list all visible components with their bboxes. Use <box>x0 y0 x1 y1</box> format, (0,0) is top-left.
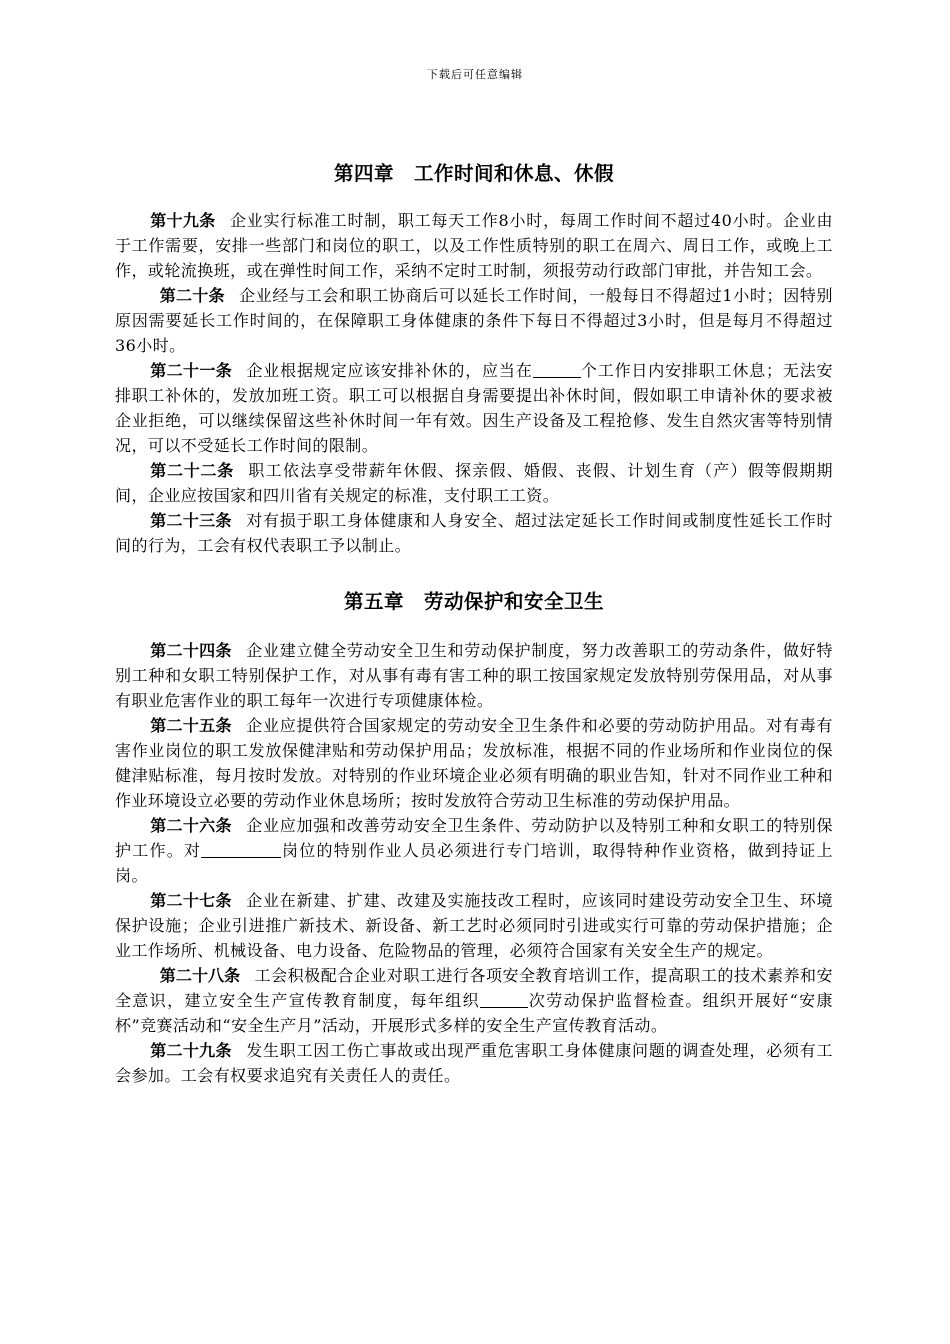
article-text: 职工依法享受带薪年休假、探亲假、婚假、丧假、计划生育（产）假等假期期间，企业应按国家和四川省有关规定的标准，支付职工工资。 <box>115 461 833 505</box>
fill-blank <box>533 361 581 378</box>
article-text: 企业在新建、扩建、改建及实施技改工程时，应该同时建设劳动安全卫生、环境保护设施；企业引进推广新技术、新设备、新工艺时必须同时引进或实行可靠的劳动保护措施；企业工作场所、机械设备、电力设备、危险物品的管理，必须符合国家有关安全生产的规定。 <box>115 891 833 960</box>
fill-blank <box>201 841 281 858</box>
article-20 <box>115 283 833 358</box>
article-25 <box>115 713 833 813</box>
article-27 <box>115 888 833 963</box>
article-19 <box>115 208 833 283</box>
article-text: 个工作日内安排职工休息；无法安排职工补休的，发放加班工资。职工可以根据自身需要提出补休时间，假如职工申请补休的要求被企业拒绝，可以继续保留这些补休时间一年有效。因生产设备及工程抢修、发生自然灾害等特别情况，可以不受延长工作时间的限制。 <box>115 361 833 455</box>
article-text: 发生职工因工伤亡事故或出现严重危害职工身体健康问题的调查处理，必须有工会参加。工会有权要求追究有关责任人的责任。 <box>115 1041 833 1085</box>
article-text: 次劳动保护监督检查。组织开展好“安康杯”竞赛活动和“安全生产月”活动，开展形式多样的安全生产宣传教育活动。 <box>115 991 834 1035</box>
article-text: 岗位的特别作业人员必须进行专门培训，取得特种作业资格，做到持证上岗。 <box>115 841 833 885</box>
article-number: 第二十五条 <box>150 716 232 735</box>
article-number: 第二十一条 <box>150 361 233 380</box>
article-text: 企业根据规定应该安排补休的，应当在 <box>246 361 533 380</box>
article-number: 第二十二条 <box>150 461 235 480</box>
article-text: 企业实行标准工时制，职工每天工作8小时，每周工作时间不超过40小时。企业由于工作需要，安排一些部门和岗位的职工，以及工作性质特别的职工在周六、周日工作，或晚上工作，或轮流换班，或在弹性时间工作，采纳不定时工时制，须报劳动行政部门审批，并告知工会。 <box>115 211 833 280</box>
article-number: 第二十七条 <box>150 891 232 910</box>
article-26 <box>115 813 833 888</box>
article-24 <box>115 638 833 713</box>
article-text: 工会积极配合企业对职工进行各项安全教育培训工作，提高职工的技术素养和安全意识，建立安全生产宣传教育制度，每年组织 <box>115 966 833 1010</box>
article-text: 对有损于职工身体健康和人身安全、超过法定延长工作时间或制度性延长工作时间的行为，工会有权代表职工予以制止。 <box>115 511 833 555</box>
article-text: 企业应提供符合国家规定的劳动安全卫生条件和必要的劳动防护用品。对有毒有害作业岗位的职工发放保健津贴和劳动保护用品；发放标准，根据不同的作业场所和作业岗位的保健津贴标准，每月按时发放。对特别的作业环境企业必须有明确的职业告知，针对不同作业工种和作业环境设立必要的劳动作业休息场所；按时发放符合劳动卫生标准的劳动保护用品。 <box>115 716 833 810</box>
article-text: 企业建立健全劳动安全卫生和劳动保护制度，努力改善职工的劳动条件，做好特别工种和女职工特别保护工作，对从事有毒有害工种的职工按国家规定发放特别劳保用品，对从事有职业危害作业的职工每年一次进行专项健康体检。 <box>115 641 833 710</box>
article-text: 企业应加强和改善劳动安全卫生条件、劳动防护以及特别工种和女职工的特别保护工作。对 <box>115 816 833 860</box>
article-number: 第二十三条 <box>150 511 232 530</box>
article-23 <box>115 508 833 558</box>
article-number: 第十九条 <box>150 211 216 230</box>
article-28 <box>115 963 833 1038</box>
article-number: 第二十条 <box>159 286 225 305</box>
fill-blank <box>480 991 528 1008</box>
article-22 <box>115 458 833 508</box>
article-number: 第二十八条 <box>159 966 241 985</box>
article-21 <box>115 358 833 458</box>
article-text: 企业经与工会和职工协商后可以延长工作时间，一般每日不得超过1小时；因特别原因需要延长工作时间的，在保障职工身体健康的条件下每日不得超过3小时，但是每月不得超过36小时。 <box>115 286 833 355</box>
chapter-title: 第四章 工作时间和休息、休假 <box>333 162 614 185</box>
article-number: 第二十六条 <box>150 816 232 835</box>
header-note: 下载后可任意编辑 <box>427 68 523 81</box>
article-29 <box>115 1038 833 1088</box>
article-number: 第二十四条 <box>150 641 232 660</box>
article-number: 第二十九条 <box>150 1041 232 1060</box>
chapter-title: 第五章 劳动保护和安全卫生 <box>343 590 604 613</box>
document-body <box>115 150 833 1088</box>
